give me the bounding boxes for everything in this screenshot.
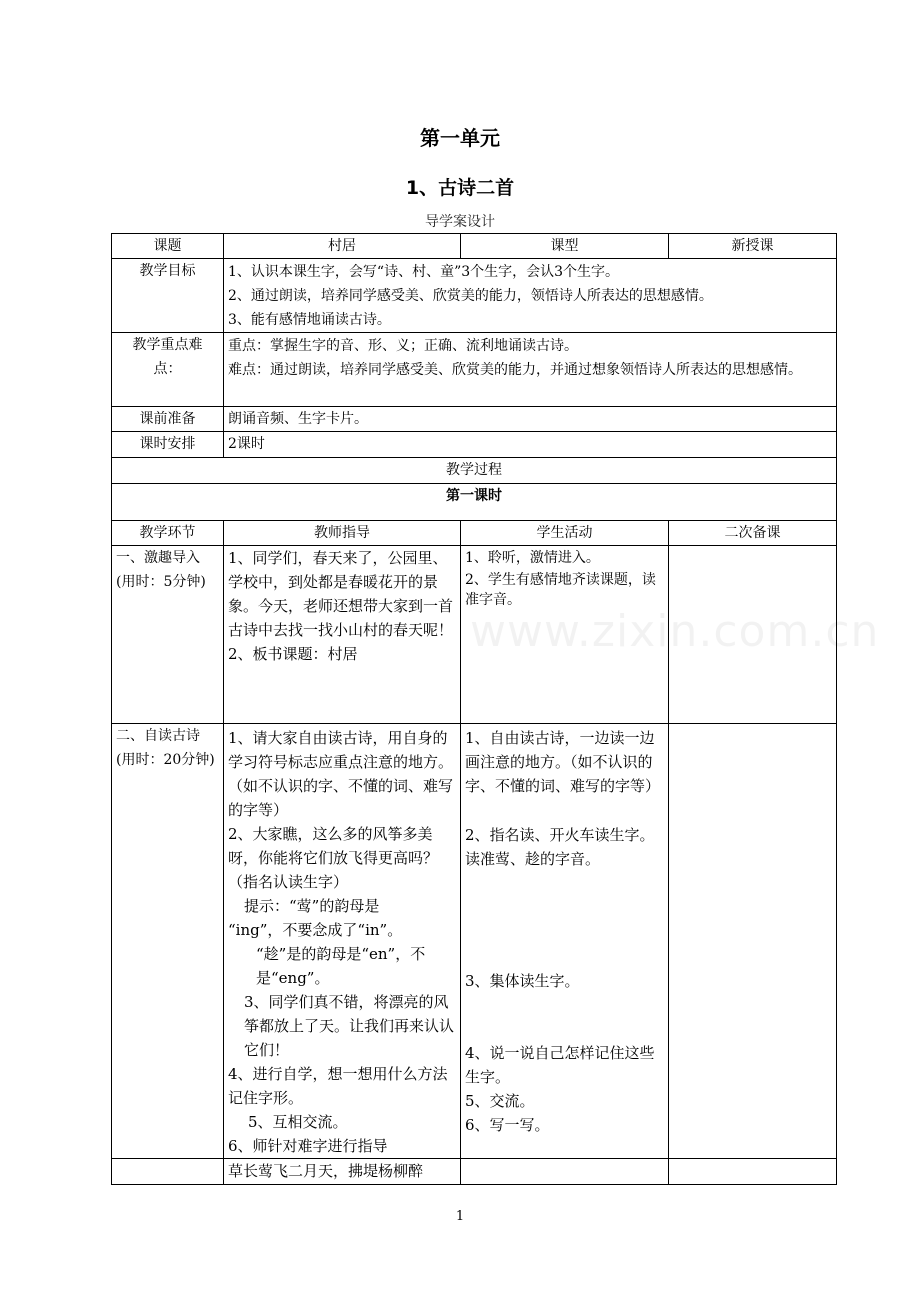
col-header-student: 学生活动 (461, 521, 669, 546)
teacher-line: 4、进行自学，想一想用什么方法记住字形。 (228, 1065, 448, 1107)
prep-label: 课前准备 (112, 407, 224, 432)
goal-item: 3、能有感情地诵读古诗。 (228, 312, 391, 328)
goals-cell (224, 259, 837, 333)
teacher-line: “ing”，不要念成了“in”。 (228, 921, 403, 939)
topic-row (112, 234, 837, 259)
teacher-line: 3、同学们真不错，将漂亮的风筝都放上了天。让我们再来认认它们！ (244, 993, 455, 1059)
topic-label: 课题 (112, 234, 224, 259)
teacher-line: 1、请大家自由读古诗，用自身的学习符号标志应重点注意的地方。（如不认识的字、不懂的词、难写的字等） (228, 729, 454, 819)
topic-value: 村居 (224, 234, 461, 259)
student-activity (461, 546, 669, 724)
page-number: 1 (455, 1209, 465, 1224)
prep-value: 朗诵音频、生字卡片。 (224, 407, 837, 432)
key-points-cell (224, 333, 837, 407)
process-title-row (112, 458, 837, 484)
teacher-line: 5、互相交流。 (248, 1113, 348, 1131)
student-line: 3、集体读生字。 (465, 972, 580, 990)
col-header-teacher: 教师指导 (224, 521, 461, 546)
teacher-line: 1、同学们，春天来了，公园里、学校中，到处都是春暖花开的景象。今天，老师还想带大家到一首古诗中去找一找小山村的春天呢！ (228, 549, 454, 639)
teacher-line: 2、板书课题：村居 (228, 645, 358, 663)
step-label: 二、自读古诗(用时：20分钟) (112, 724, 224, 1159)
design-subtitle: 导学案设计 (425, 214, 495, 230)
table-row (112, 724, 837, 1159)
student-line: 6、写一写。 (465, 1116, 550, 1134)
lesson-plan-table (111, 233, 837, 1185)
table-row (112, 546, 837, 724)
unit-title: 第一单元 (420, 126, 500, 150)
goals-row (112, 259, 837, 333)
teacher-guidance: 草长莺飞二月天，拂堤杨柳醉 (224, 1159, 461, 1185)
col-header-step: 教学环节 (112, 521, 224, 546)
col-header-notes: 二次备课 (669, 521, 837, 546)
period-title-row (112, 484, 837, 521)
lesson-type-label: 课型 (461, 234, 669, 259)
spacer (465, 798, 664, 823)
teacher-guidance (224, 724, 461, 1159)
second-prep-cell (669, 546, 837, 724)
teacher-guidance (224, 546, 461, 724)
student-line: 2、指名读、开火车读生字。读准莺、趁的字音。 (465, 826, 655, 868)
teacher-line: 提示：“莺”的韵母是 (244, 897, 380, 915)
teacher-line: 6、师针对难字进行指导 (228, 1137, 388, 1155)
process-title: 教学过程 (112, 458, 837, 484)
second-prep-cell (669, 1159, 837, 1185)
second-prep-cell (669, 724, 837, 1159)
hours-value: 2课时 (224, 432, 837, 458)
hours-label: 课时安排 (112, 432, 224, 458)
prep-row (112, 407, 837, 432)
period-title: 第一课时 (112, 484, 837, 521)
step-label: 一、激趣导入(用时：5分钟) (112, 546, 224, 724)
step-label (112, 1159, 224, 1185)
hours-row (112, 432, 837, 458)
column-header-row (112, 521, 837, 546)
spacer (465, 871, 664, 969)
student-activity (461, 1159, 669, 1185)
student-line: 4、说一说自己怎样记住这些生字。 (465, 1044, 655, 1086)
lesson-title: 1、古诗二首 (405, 177, 515, 199)
student-line: 5、交流。 (465, 1092, 535, 1110)
student-activity (461, 724, 669, 1159)
teacher-line: 2、大家瞧，这么多的风筝多美呀，你能将它们放飞得更高吗？（指名认读生字） (228, 825, 439, 891)
teacher-line: “趁”是的韵母是“en”，不是“eng”。 (256, 945, 426, 987)
spacer (465, 993, 664, 1041)
student-line: 1、聆听，激情进入。 (465, 550, 600, 566)
student-line: 2、学生有感情地齐读课题，读准字音。 (465, 572, 656, 608)
difficulty-point: 难点：通过朗读，培养同学感受美、欣赏美的能力，并通过想象领悟诗人所表达的思想感情。 (228, 362, 802, 378)
key-points-label: 教学重点难点： (112, 333, 224, 407)
goal-item: 2、通过朗读，培养同学感受美、欣赏美的能力，领悟诗人所表达的思想感情。 (228, 288, 713, 304)
key-point: 重点：掌握生字的音、形、义；正确、流利地诵读古诗。 (228, 338, 578, 354)
key-points-row (112, 333, 837, 407)
table-row (112, 1159, 837, 1185)
goal-item: 1、认识本课生字，会写“诗、村、童”3个生字，会认3个生字。 (228, 264, 620, 280)
student-line: 1、自由读古诗，一边读一边画注意的地方。（如不认识的字、不懂的词、难写的字等） (465, 729, 661, 795)
goals-label: 教学目标 (112, 259, 224, 333)
watermark: www.zixin.com.cn (470, 606, 880, 657)
lesson-type-value: 新授课 (669, 234, 837, 259)
